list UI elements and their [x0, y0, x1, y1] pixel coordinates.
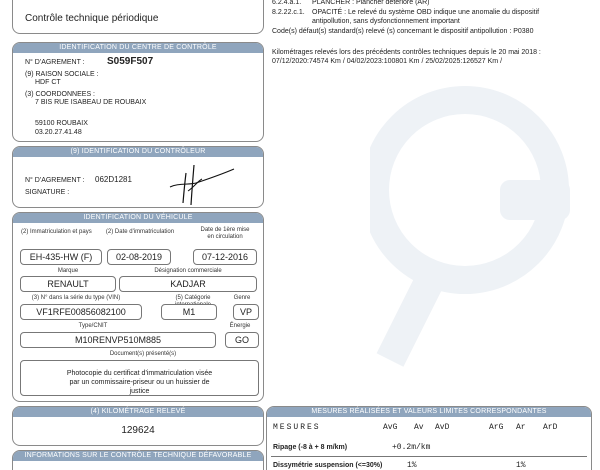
designation-label: Désignation commerciale	[154, 268, 222, 274]
row-ripage-av: +0.2m/km	[392, 443, 431, 452]
mesures-header: MESURES RÉALISÉES ET VALEURS LIMITES CORRESPONDANTES	[267, 407, 591, 417]
energie-label: Énergie	[229, 323, 251, 329]
mesures-section	[266, 406, 592, 470]
col-ar: Ar	[516, 423, 526, 432]
controleur-signature-label: SIGNATURE :	[25, 189, 70, 196]
vehicule-header: IDENTIFICATION DU VÉHICULE	[13, 213, 263, 223]
row-dissymetrie-label: Dissymétrie suspension (<=30%)	[273, 462, 383, 469]
centre-agrement-label: N° D'AGREMENT :	[25, 59, 85, 66]
divider	[271, 456, 587, 457]
centre-address-line1: 7 BIS RUE ISABEAU DE ROUBAIX	[35, 99, 147, 106]
energie-field: GO	[225, 332, 259, 348]
defavorable-section	[12, 450, 264, 470]
documents-value: Photocopie du certificat d'immatriculation visée par un commissaire-priseur ou un huissier de justice	[66, 370, 213, 395]
watermark-magnifier-icon	[370, 70, 580, 370]
defect-text: PLANCHER : Plancher détérioré (AR)	[312, 0, 430, 6]
centre-raison-value: HDF CT	[35, 79, 61, 86]
controleur-agrement-value: 062D1281	[95, 175, 132, 184]
col-avd: AvD	[435, 423, 450, 432]
genre-field: VP	[233, 304, 259, 320]
col-avg: AvG	[383, 423, 398, 432]
page-title: Contrôle technique périodique	[25, 13, 159, 24]
type-label: Type/CNIT	[78, 323, 108, 329]
defect-code: 8.2.22.c.1.	[272, 9, 305, 16]
type-field: M10RENVP510M885	[20, 332, 216, 348]
vin-field: VF1RFE00856082100	[20, 304, 142, 320]
defect-code: 6.2.4.a.1.	[272, 0, 302, 6]
row-dissymetrie-av: 1%	[407, 461, 417, 470]
defects-list	[272, 0, 594, 66]
col-arg: ArG	[489, 423, 504, 432]
centre-section	[12, 42, 264, 142]
col-ard: ArD	[543, 423, 558, 432]
kilometrage-value: 129624	[121, 425, 155, 436]
centre-agrement-value: S059F507	[107, 56, 154, 67]
title-box	[12, 0, 264, 34]
row-ripage-label: Ripage (-8 à + 8 m/km)	[273, 444, 348, 451]
defect-item	[272, 8, 594, 26]
controleur-header: (9) IDENTIFICATION DU CONTRÔLEUR	[13, 147, 263, 157]
centre-coord-label: (3) COORDONNEES :	[25, 91, 96, 98]
date-immat-field: 02-08-2019	[107, 249, 171, 265]
marque-field: RENAULT	[20, 276, 116, 292]
col-av: Av	[414, 423, 424, 432]
defect-text: OPACITÉ : Le relevé du système OBD indique une anomalie du dispositif antipollution, sans dysfonctionnement important	[312, 9, 540, 25]
controleur-agrement-label: N° D'AGREMENT :	[25, 177, 85, 184]
km-history: Kilométrages relevés lors des précédents contrôles techniques depuis le 20 mai 2018 : 07/12/2020:74574 Km / 04/02/2023:100801 Km / 25/02/2025:126527 Km /	[272, 49, 541, 65]
date-circ-field: 07-12-2016	[193, 249, 257, 265]
marque-label: Marque	[57, 268, 79, 274]
vehicule-section	[12, 212, 264, 402]
centre-raison-label: (9) RAISON SOCIALE :	[25, 71, 99, 78]
mesures-title: MESURES	[273, 423, 321, 432]
immat-field: EH-435-HW (F)	[20, 249, 102, 265]
genre-label: Genre	[233, 295, 251, 301]
date-immat-label: (2) Date d'immatriculation	[105, 229, 175, 235]
defect-item	[272, 0, 594, 7]
documents-label: Document(s) présenté(s)	[109, 351, 177, 357]
documents-field	[20, 360, 259, 396]
row-dissymetrie-ar: 1%	[516, 461, 526, 470]
defavorable-header: INFORMATIONS SUR LE CONTRÔLE TECHNIQUE DÉFAVORABLE	[13, 451, 263, 461]
centre-address-line2: 59100 ROUBAIX	[35, 120, 88, 127]
defect-codes: Code(s) défaut(s) standard(s) relevé (s) concernant le dispositif antipollution : P0380	[272, 28, 534, 35]
kilometrage-section	[12, 406, 264, 446]
signature-image	[168, 161, 238, 207]
kilometrage-header: (4) KILOMÉTRAGE RELEVÉ	[13, 407, 263, 417]
designation-field: KADJAR	[119, 276, 257, 292]
categorie-label: (5) Catégorie	[175, 295, 211, 301]
centre-header: IDENTIFICATION DU CENTRE DE CONTRÔLE	[13, 43, 263, 53]
vin-label: (3) N° dans la série du type (VIN)	[31, 295, 121, 301]
categorie-field: M1	[161, 304, 217, 320]
controleur-section	[12, 146, 264, 208]
date-circ-label: Date de 1ère mise en circulation	[200, 227, 250, 240]
immat-label: (2) Immatriculation et pays	[21, 229, 92, 235]
centre-phone: 03.20.27.41.48	[35, 129, 82, 136]
